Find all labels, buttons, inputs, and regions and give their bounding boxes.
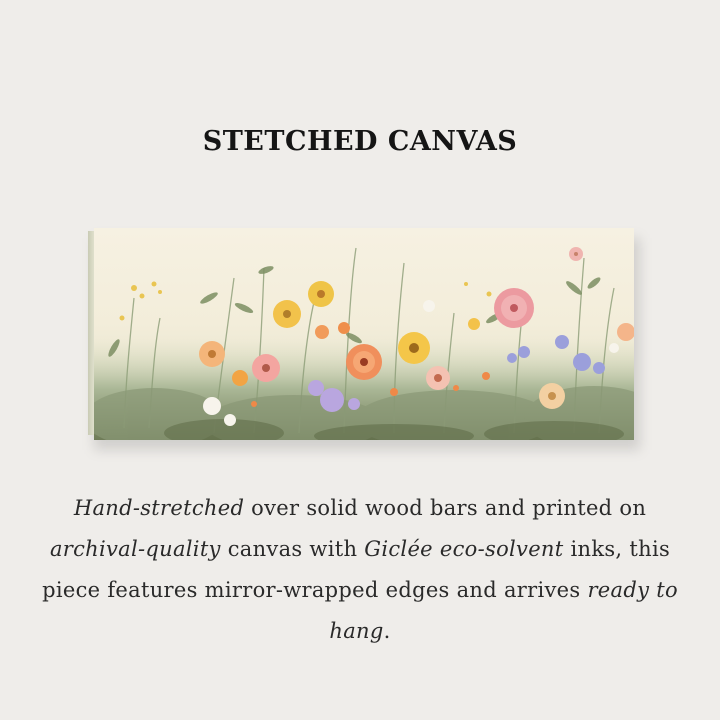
canvas-product-image bbox=[88, 228, 634, 440]
description-emphasis-hand-stretched: Hand-stretched bbox=[73, 496, 245, 520]
description-emphasis-archival-quality: archival-quality bbox=[49, 537, 221, 561]
description-text: inks, this piece features mirror-wrapped edges and arrives bbox=[42, 537, 671, 602]
page-title: STETCHED CANVAS bbox=[202, 126, 518, 157]
description-text: over solid wood bars and printed on bbox=[244, 496, 647, 520]
description-emphasis-ready-to-hang: ready to hang bbox=[329, 578, 678, 643]
product-description bbox=[40, 488, 680, 652]
floral-painting-illustration bbox=[94, 228, 634, 440]
description-text: canvas with bbox=[220, 537, 365, 561]
floral-meadow-artwork bbox=[94, 228, 634, 440]
description-text: . bbox=[383, 619, 391, 643]
description-emphasis-giclee: Giclée eco-solvent bbox=[364, 537, 564, 561]
